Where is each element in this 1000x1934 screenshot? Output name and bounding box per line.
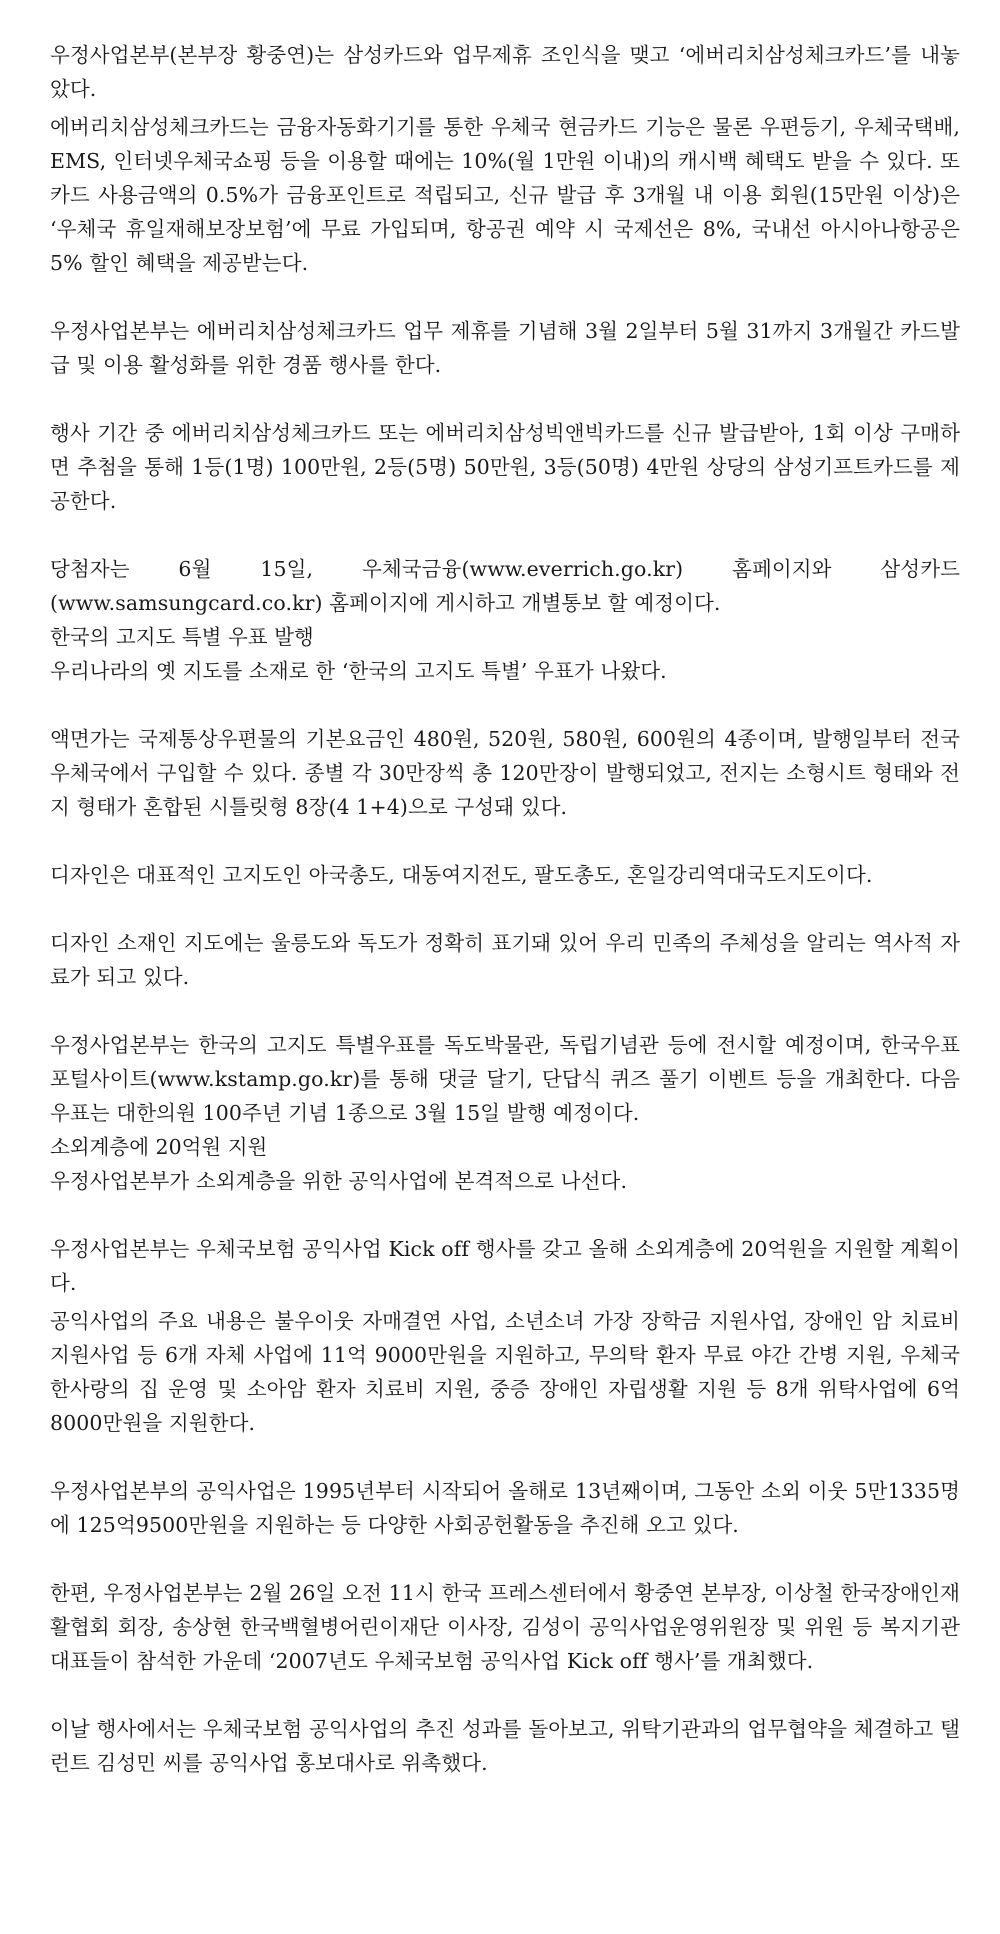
paragraph-stamp-dokdo: 디자인 소재인 지도에는 울릉도와 독도가 정확히 표기돼 있어 우리 민족의 주체성을 알리는 역사적 자료가 되고 있다. — [50, 931, 960, 989]
paragraph-support-history: 우정사업본부의 공익사업은 1995년부터 시작되어 올해로 13년째이며, 그동안 소외 이웃 5만1335명에 125억9500만원을 지원하는 등 다양한 사회공헌활동을 추진해 오고 있다. — [50, 1479, 960, 1537]
paragraph-card-partnership: 우정사업본부(본부장 황중연)는 삼성카드와 업무제휴 조인식을 맺고 ‘에버리치삼성체크카드’를 내놓았다. — [50, 43, 960, 101]
paragraph-stamp-exhibition: 우정사업본부는 한국의 고지도 특별우표를 독도박물관, 독립기념관 등에 전시할 예정이며, 한국우표 포털사이트(www.kstamp.go.kr)를 통해 댓글 달기, 단답식 퀴즈 풀기 이벤트 등을 개최한다. 다음 우표는 대한의원 100주년 기념 1종으로 3월 15일 발행 예정이다. — [50, 1033, 961, 1125]
section-heading-support: 소외계층에 20억원 지원 — [50, 1135, 268, 1159]
paragraph-kickoff-plan: 우정사업본부는 우체국보험 공익사업 Kick off 행사를 갖고 올해 소외계층에 20억원을 지원할 계획이다. — [50, 1237, 960, 1295]
paragraph-stamp-design: 디자인은 대표적인 고지도인 아국총도, 대동여지전도, 팔도총도, 혼일강리역대국도지도이다. — [50, 863, 873, 887]
paragraph-stamp-intro: 우리나라의 옛 지도를 소재로 한 ‘한국의 고지도 특별’ 우표가 나왔다. — [50, 659, 667, 683]
paragraph-card-event: 우정사업본부는 에버리치삼성체크카드 업무 제휴를 기념해 3월 2일부터 5월 31까지 3개월간 카드발급 및 이용 활성화를 위한 경품 행사를 한다. — [50, 319, 960, 377]
paragraph-ambassador: 이날 행사에서는 우체국보험 공익사업의 추진 성과를 돌아보고, 위탁기관과의 업무협약을 체결하고 탤런트 김성민 씨를 공익사업 홍보대사로 위촉했다. — [50, 1717, 960, 1775]
section-heading-stamp: 한국의 고지도 특별 우표 발행 — [50, 625, 314, 649]
paragraph-event-prizes: 행사 기간 중 에버리치삼성체크카드 또는 에버리치삼성빅앤빅카드를 신규 발급받아, 1회 이상 구매하면 추첨을 통해 1등(1명) 100만원, 2등(5명) 50만원, 3등(50명) 4만원 상당의 삼성기프트카드를 제공한다. — [50, 421, 960, 513]
paragraph-winner-announcement: 당첨자는 6월 15일, 우체국금융(www.everrich.go.kr) 홈페이지와 삼성카드(www.samsungcard.co.kr) 홈페이지에 게시하고 개별통보 할 예정이다. — [50, 557, 960, 615]
paragraph-support-intro: 우정사업본부가 소외계층을 위한 공익사업에 본격적으로 나선다. — [50, 1169, 628, 1193]
paragraph-stamp-price: 액면가는 국제통상우편물의 기본요금인 480원, 520원, 580원, 600원의 4종이며, 발행일부터 전국 우체국에서 구입할 수 있다. 종별 각 30만장씩 총 120만장이 발행되었고, 전지는 소형시트 형태와 전지 형태가 혼합된 시틀릿형 8장(4 1+4)으로 구성돼 있다. — [50, 727, 960, 819]
paragraph-support-details: 공익사업의 주요 내용은 불우이웃 자매결연 사업, 소년소녀 가장 장학금 지원사업, 장애인 암 치료비 지원사업 등 6개 자체 사업에 11억 9000만원을 지원하고, 무의탁 환자 무료 야간 간병 지원, 우체국 한사랑의 집 운영 및 소아암 환자 치료비 지원, 중증 장애인 자립생활 지원 등 8개 위탁사업에 6억8000만원을 지원한다. — [50, 1309, 960, 1435]
paragraph-kickoff-event: 한편, 우정사업본부는 2월 26일 오전 11시 한국 프레스센터에서 황중연 본부장, 이상철 한국장애인재활협회 회장, 송상현 한국백혈병어린이재단 이사장, 김성이 공익사업운영위원장 및 위원 등 복지기관 대표들이 참석한 가운데 ‘2007년도 우체국보험 공익사업 Kick off 행사’를 개최했다. — [50, 1581, 960, 1673]
paragraph-card-benefits: 에버리치삼성체크카드는 금융자동화기기를 통한 우체국 현금카드 기능은 물론 우편등기, 우체국택배, EMS, 인터넷우체국쇼핑 등을 이용할 때에는 10%(월 1만원 이내)의 캐시백 혜택도 받을 수 있다. 또 카드 사용금액의 0.5%가 금융포인트로 적립되고, 신규 발급 후 3개월 내 이용 회원(15만원 이상)은 ‘우체국 휴일재해보장보험’에 무료 가입되며, 항공권 예약 시 국제선은 8%, 국내선 아시아나항공은 5% 할인 혜택을 제공받는다. — [50, 115, 960, 275]
